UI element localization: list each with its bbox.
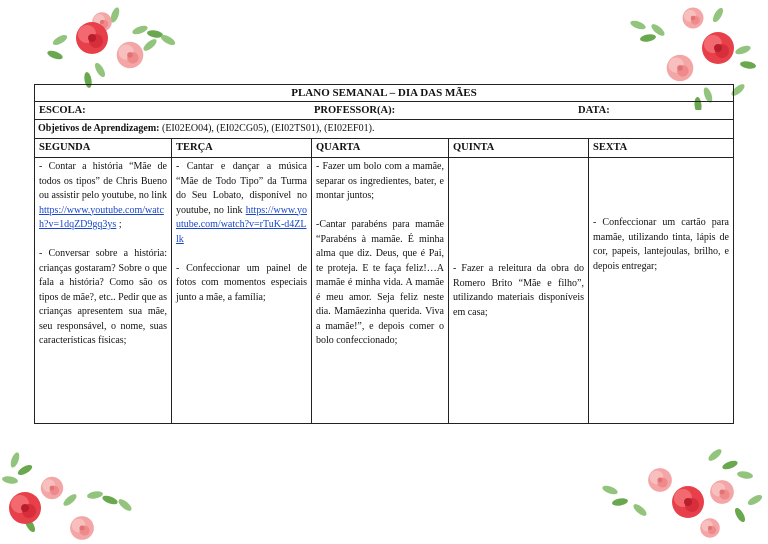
date-field-label: DATA: bbox=[578, 105, 610, 116]
day-header-terca: TERÇA bbox=[172, 139, 312, 157]
objectives-label: Objetivos de Aprendizagem: bbox=[38, 123, 160, 134]
weekly-plan-table bbox=[34, 84, 734, 424]
sexta-activity-1: - Confeccionar um cartão para mamãe, utilizando tinta, lápis de cor, papeis, lantejoulas, brilho, e depois entregar; bbox=[593, 217, 729, 272]
quinta-activity-1: - Fazer a releitura da obra do Romero Brito “Mãe e filho”, utilizando materiais disponíveis em casa; bbox=[453, 263, 584, 318]
day-header-quarta: QUARTA bbox=[312, 139, 449, 157]
activities-sexta bbox=[589, 158, 733, 424]
weekday-header-row bbox=[35, 139, 733, 158]
plan-title: PLANO SEMANAL – DIA DAS MÃES bbox=[35, 85, 733, 102]
terca-youtube-link[interactable]: https://www.youtube.com/watch?v=rTuK-d4ZLlk bbox=[176, 204, 307, 245]
activities-segunda bbox=[35, 158, 172, 424]
objectives-codes: (EI02EO04), (EI02CG05), (EI02TS01), (EI02EF01). bbox=[159, 123, 375, 134]
school-field-label: ESCOLA: bbox=[39, 105, 86, 116]
quarta-activity-1: - Fazer um bolo com a mamãe, separar os ingredientes, bater, e montar juntos; bbox=[316, 161, 444, 201]
activities-quarta bbox=[312, 158, 449, 424]
activities-quinta bbox=[449, 158, 589, 424]
day-header-sexta: SEXTA bbox=[593, 142, 628, 153]
segunda-activity-2: - Conversar sobre a história: crianças gostaram? Sobre o que fala a história? Como são os tipos de mãe?, etc.. Pedir que as crianças apresentem sua mãe, seu responsável, o nome, suas características físicas; bbox=[39, 248, 168, 346]
segunda-activity-1: - Contar a história “Mãe de todos os tipos” de Chris Bueno ou assistir pelo youtube, no link https://www.youtube.com/watch?v=1dqZD9gq3ys ; bbox=[39, 161, 167, 230]
terca-activity-1: - Cantar e dançar a música “Mãe de Todo Tipo” da Turma do Seu Lobato, disponível no youtube, no link https://www.youtube.com/watch?v=rTuK-d4ZLlk bbox=[176, 161, 307, 245]
day-header-quinta: QUINTA bbox=[449, 139, 589, 157]
terca-activity-2: - Confeccionar um painel de fotos com momentos especiais junto a mãe, a família; bbox=[176, 262, 307, 303]
header-fields bbox=[35, 102, 733, 120]
segunda-youtube-link[interactable]: https://www.youtube.com/watch?v=1dqZD9gq3ys bbox=[39, 204, 164, 230]
quarta-activity-2: -Cantar parabéns para mamãe “Parabéns à mamãe. É minha alma que diz. Deus, que é Pai, te proteja. E te faça feliz!…A mamãe é minha vida. A mamãe é meu amor. Seja feliz neste dia. Mamãezinha querida. Viva a mamãe!”, e depois comer o bolo confeccionado; bbox=[316, 219, 444, 346]
day-header-segunda: SEGUNDA bbox=[35, 139, 172, 157]
flower-bottom-right-icon bbox=[600, 440, 768, 544]
flower-bottom-left-icon bbox=[0, 450, 150, 544]
activities-row bbox=[35, 158, 733, 424]
flower-top-left-icon bbox=[40, 0, 190, 90]
activities-terca bbox=[172, 158, 312, 424]
learning-objectives bbox=[35, 120, 733, 139]
teacher-field-label: PROFESSOR(A): bbox=[314, 105, 396, 116]
